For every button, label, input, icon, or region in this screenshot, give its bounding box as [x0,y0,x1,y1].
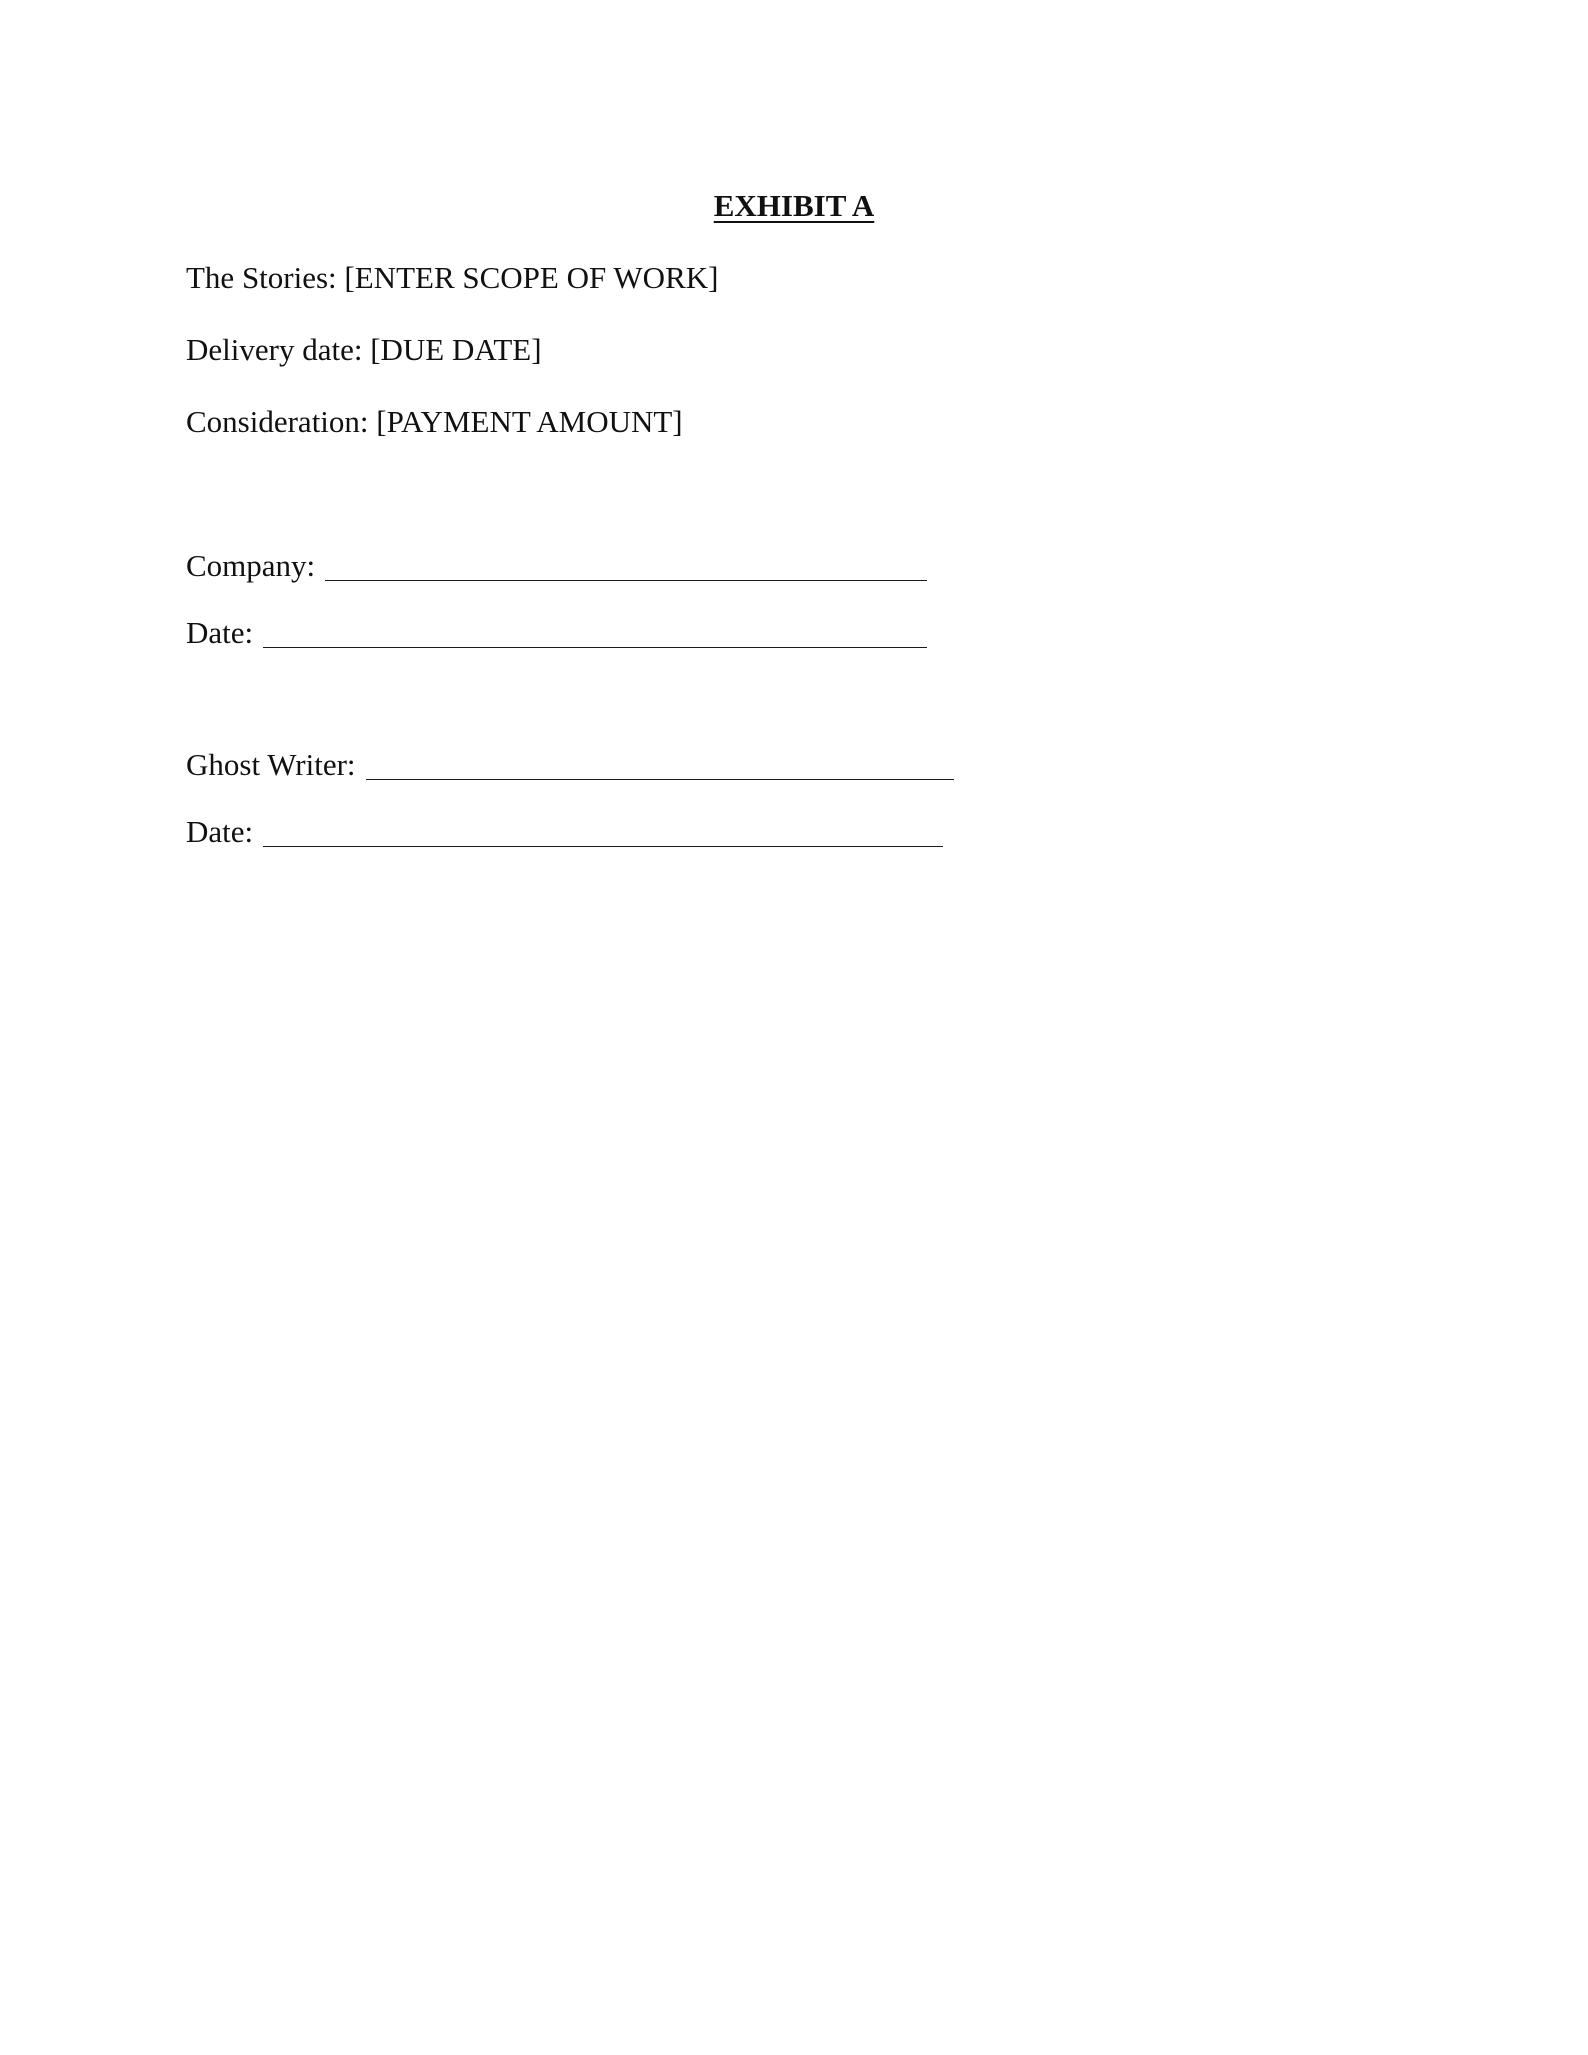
term-consideration-value: [PAYMENT AMOUNT] [376,404,683,439]
exhibit-title: EXHIBIT A [713,188,875,223]
term-delivery-date [186,330,542,370]
term-stories-label: The Stories: [186,260,337,295]
term-delivery-date-value: [DUE DATE] [370,332,542,367]
company-date-blank[interactable] [263,617,927,648]
writer-signature-line [186,745,954,785]
writer-date-line [186,812,943,852]
company-date-label: Date: [186,615,254,650]
writer-date-label: Date: [186,814,254,849]
term-stories [186,258,718,298]
writer-label: Ghost Writer: [186,747,356,782]
term-consideration [186,402,683,442]
company-label: Company: [186,548,316,583]
writer-date-blank[interactable] [263,816,943,847]
company-signature-line [186,546,927,586]
term-consideration-label: Consideration: [186,404,369,439]
company-date-line [186,613,927,653]
writer-signature-blank[interactable] [366,749,954,780]
term-stories-value: [ENTER SCOPE OF WORK] [344,260,719,295]
term-delivery-date-label: Delivery date: [186,332,363,367]
company-signature-blank[interactable] [325,550,927,581]
